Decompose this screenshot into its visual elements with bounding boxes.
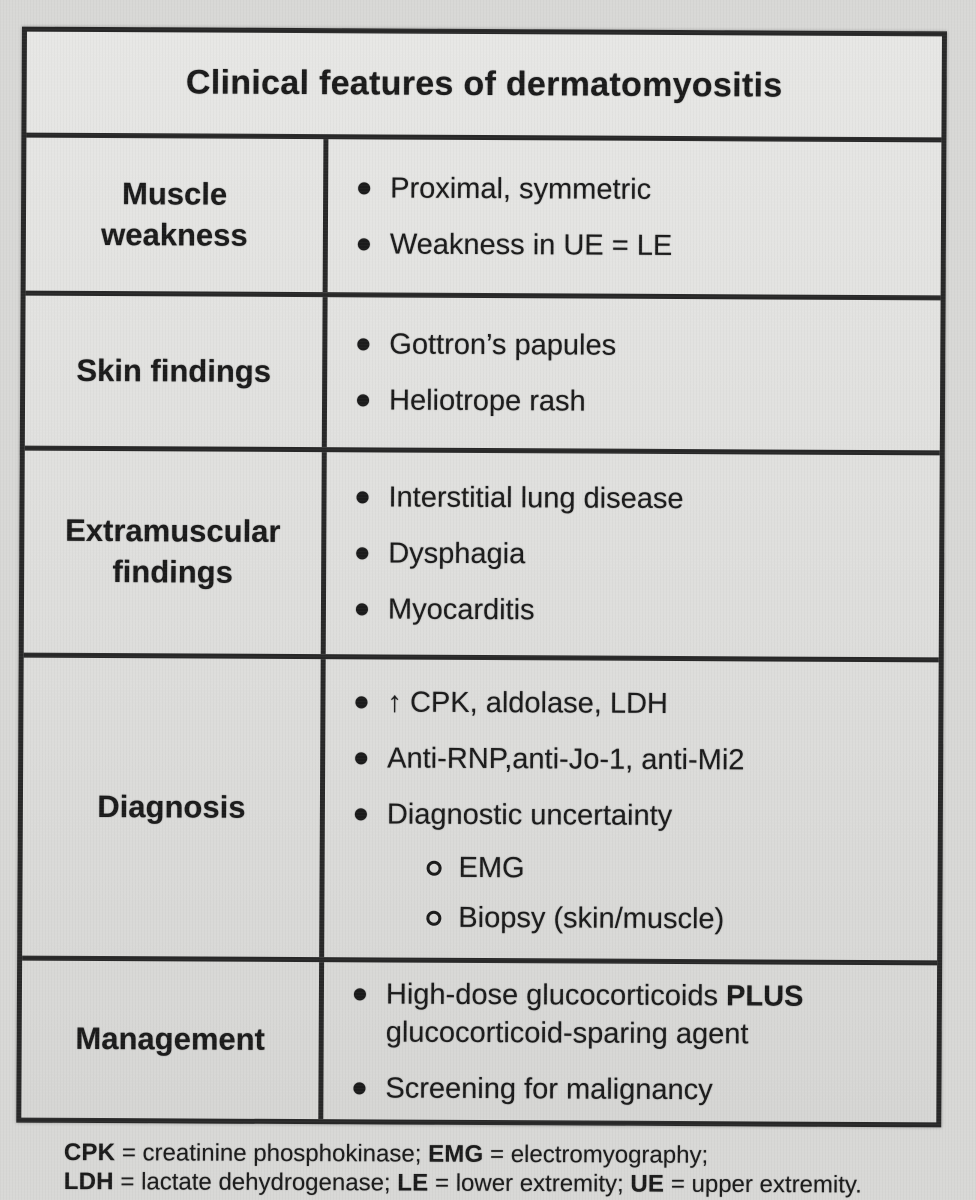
list-item-text: Proximal, symmetric bbox=[390, 172, 652, 206]
table-row-extramuscular-findings bbox=[24, 451, 940, 663]
bullet-icon bbox=[358, 225, 390, 263]
table-title bbox=[26, 32, 942, 143]
row-content-extramuscular-findings bbox=[326, 452, 940, 657]
row-content-muscle-weakness bbox=[328, 139, 942, 295]
list-item-text: Anti-RNP,anti-Jo-1, anti-Mi2 bbox=[387, 742, 745, 777]
list-item bbox=[355, 739, 926, 780]
row-content-skin-findings bbox=[327, 297, 941, 450]
bullet-icon bbox=[356, 590, 388, 628]
list-item bbox=[354, 975, 925, 1054]
management-item-pre: High-dose glucocorticoids bbox=[385, 977, 727, 1012]
list-item-text: Screening for malignancy bbox=[385, 1071, 713, 1106]
list-item bbox=[355, 683, 926, 724]
row-label-extramuscular-findings: Extramuscular findings bbox=[24, 451, 327, 655]
abbr-definition: = electromyography; bbox=[483, 1140, 709, 1169]
bullet-icon bbox=[353, 1069, 385, 1107]
abbr: LDH bbox=[63, 1167, 114, 1196]
sub-list-item bbox=[427, 849, 926, 890]
list-item-text: Heliotrope rash bbox=[388, 384, 586, 418]
table-row-muscle-weakness bbox=[26, 138, 942, 301]
row-label-management: Management bbox=[21, 961, 324, 1120]
list-item-text: Interstitial lung disease bbox=[388, 481, 684, 516]
sub-list-item-text: EMG bbox=[458, 851, 525, 885]
list-item bbox=[358, 225, 929, 266]
list-item bbox=[358, 169, 929, 210]
bullet-icon bbox=[355, 739, 387, 777]
abbr-definition: = creatinine phosphokinase; bbox=[115, 1139, 429, 1168]
list-item bbox=[357, 325, 928, 366]
management-item-post: glucocorticoid-sparing agent bbox=[385, 1015, 749, 1050]
list-item bbox=[357, 381, 928, 422]
table-row-diagnosis bbox=[22, 658, 939, 966]
list-item-text: Gottron’s papules bbox=[389, 328, 617, 362]
circle-bullet-icon bbox=[427, 849, 459, 887]
table-title-text: Clinical features of dermatomyositis bbox=[185, 63, 783, 105]
clinical-table bbox=[16, 27, 947, 1128]
list-item-text: ↑ CPK, aldolase, LDH bbox=[387, 686, 669, 720]
circle-bullet-icon bbox=[426, 899, 458, 937]
bullet-icon bbox=[358, 169, 390, 207]
row-label-diagnosis: Diagnosis bbox=[22, 658, 326, 958]
row-label-skin-findings: Skin findings bbox=[25, 296, 328, 448]
abbr-definition: = upper extremity. bbox=[664, 1170, 862, 1199]
list-item bbox=[355, 795, 926, 836]
row-content-management bbox=[323, 962, 937, 1122]
abbr: LE bbox=[397, 1169, 429, 1197]
list-item-text bbox=[386, 975, 925, 1054]
management-item-bold: PLUS bbox=[725, 979, 804, 1013]
sub-list-item-text: Biopsy (skin/muscle) bbox=[458, 901, 725, 936]
abbr-definition: = lower extremity; bbox=[428, 1169, 631, 1198]
abbr: UE bbox=[630, 1170, 665, 1198]
bullet-icon bbox=[357, 381, 389, 419]
list-item bbox=[356, 478, 927, 519]
bullet-icon bbox=[354, 975, 386, 1013]
table-row-management bbox=[21, 961, 937, 1123]
list-item-text: Dysphagia bbox=[388, 537, 526, 571]
list-item bbox=[356, 534, 927, 575]
list-item-text: Myocarditis bbox=[387, 593, 535, 627]
bullet-icon bbox=[357, 325, 389, 363]
row-content-diagnosis bbox=[324, 659, 939, 960]
list-item-text: Weakness in UE = LE bbox=[389, 228, 673, 262]
bullet-icon bbox=[356, 478, 388, 516]
bullet-icon bbox=[355, 683, 387, 721]
footnote-line-1 bbox=[64, 1138, 954, 1171]
table-row-skin-findings bbox=[25, 296, 941, 456]
list-item-text: Diagnostic uncertainty bbox=[386, 798, 673, 832]
list-item bbox=[353, 1069, 924, 1110]
sub-list-item bbox=[426, 899, 925, 940]
footnote bbox=[64, 1138, 954, 1200]
abbr-definition: = lactate dehydrogenase; bbox=[113, 1168, 398, 1197]
list-item bbox=[356, 590, 927, 631]
abbr: EMG bbox=[428, 1140, 484, 1168]
abbr: CPK bbox=[63, 1139, 116, 1167]
bullet-icon bbox=[355, 795, 387, 833]
bullet-icon bbox=[356, 534, 388, 572]
footnote-line-2 bbox=[64, 1167, 954, 1200]
row-label-muscle-weakness: Muscle weakness bbox=[26, 138, 329, 293]
